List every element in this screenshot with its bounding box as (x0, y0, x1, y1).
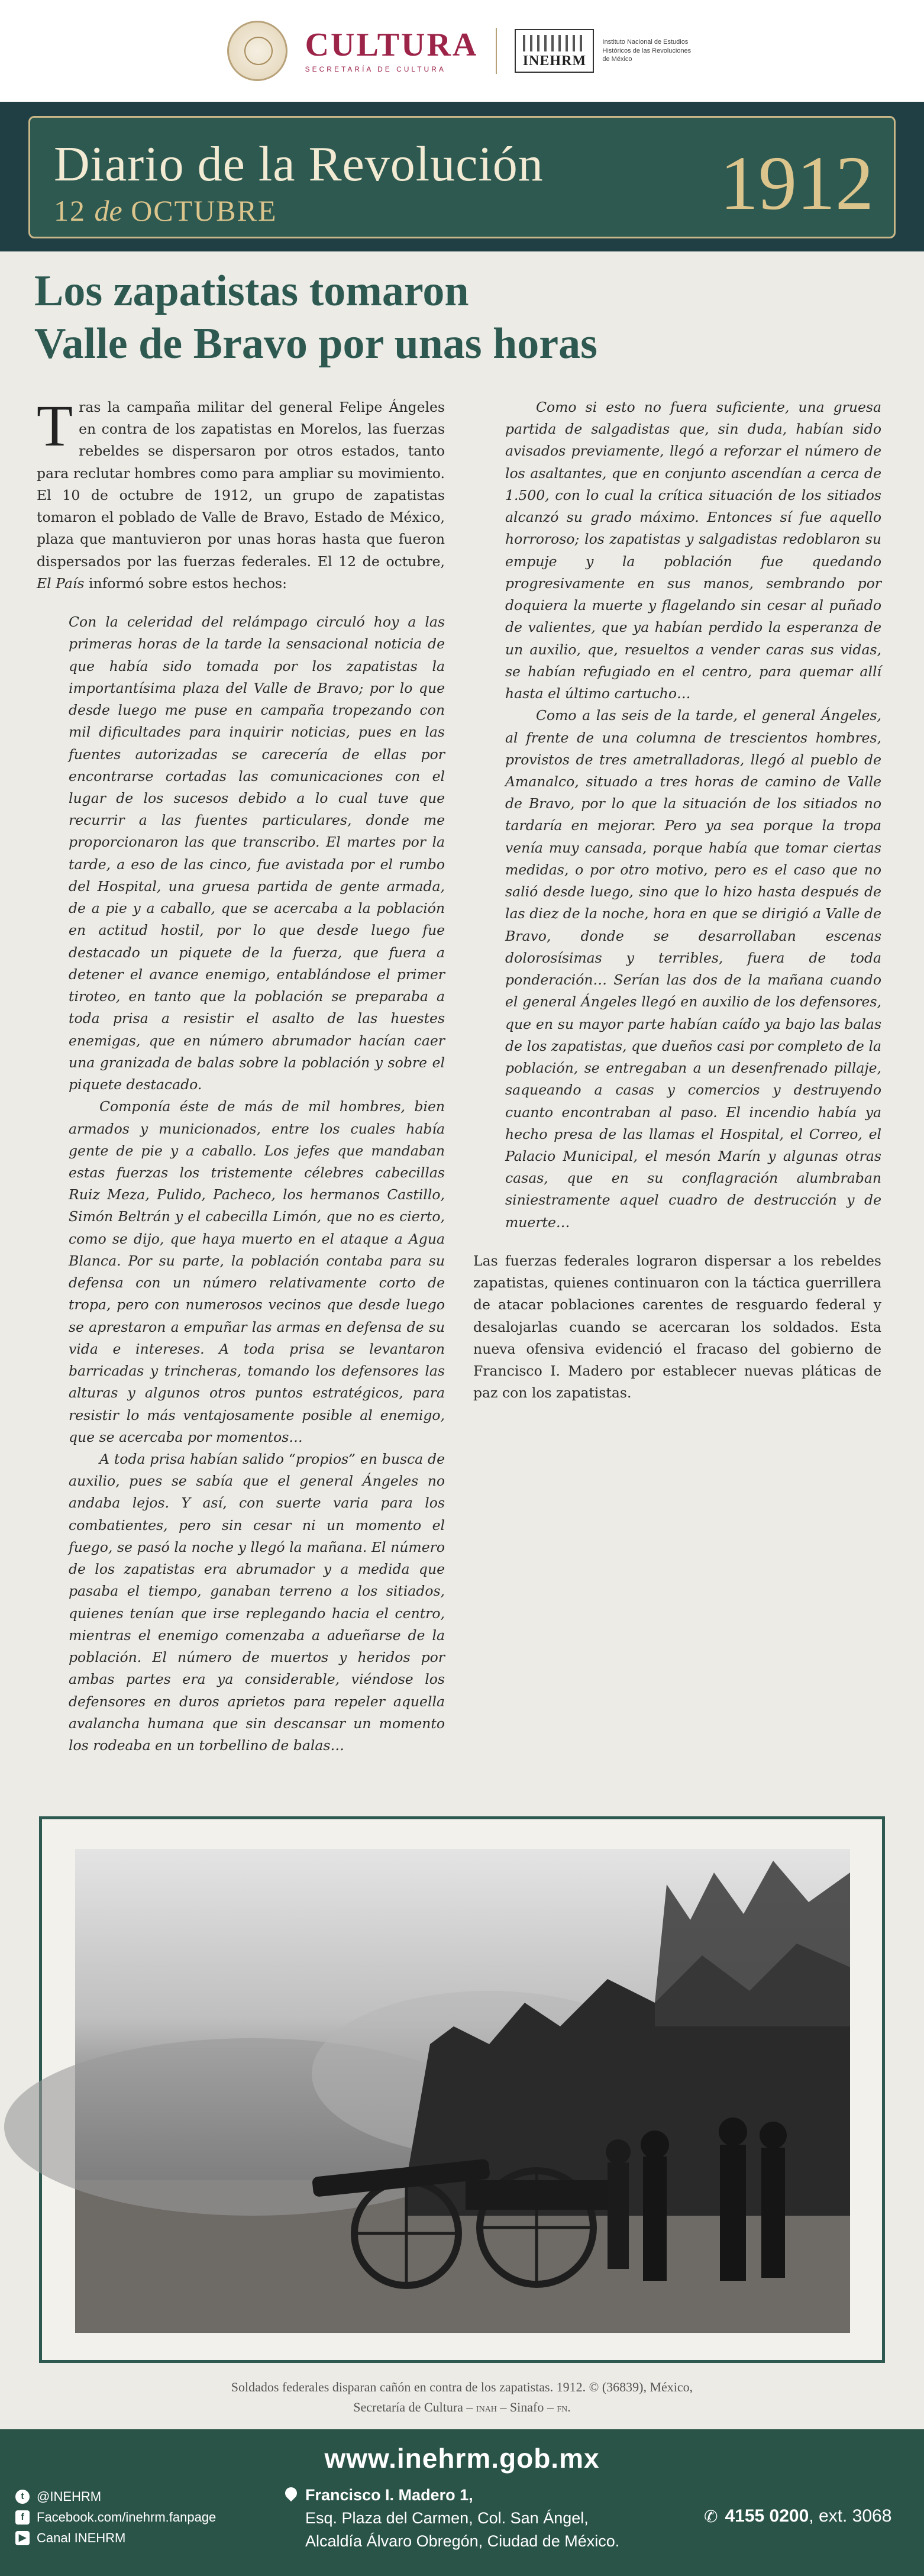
phone-block[interactable] (704, 2506, 891, 2526)
cultura-logo[interactable] (305, 28, 479, 73)
drop-cap: T (37, 393, 73, 459)
inehrm-building-icon (515, 29, 594, 73)
intro-newspaper: El País (37, 574, 85, 592)
youtube-icon: ▶ (15, 2531, 30, 2545)
photo-caption (0, 2377, 924, 2417)
title-banner (0, 102, 924, 251)
banner-date (54, 193, 277, 228)
footer (0, 2429, 924, 2576)
caption-fn: fn (557, 2401, 568, 2415)
phone-number: 4155 0200 (725, 2506, 809, 2526)
banner-day: 12 (54, 194, 86, 227)
address-street: Francisco I. Madero 1, (305, 2486, 473, 2504)
cultura-logo-name: CULTURA (305, 27, 479, 63)
banner-title: Diario de la Revolución (54, 137, 544, 192)
location-pin-icon (283, 2485, 299, 2501)
phone-ext: , ext. 3068 (809, 2506, 892, 2526)
quote-paragraph-4: Como si esto no fuera suficiente, una gruesa partida de salgadistas que, sin duda, habían sido avisados previamente, llegó a reforzar el número de los asaltantes, que en conjunto ascendían a cerca de 1.500, con lo cual la crítica situación de los sitiados alcanzó su grado máximo. Entonces sí fue aquello horroroso; los zapatistas y salgadistas redoblaron su empuje y la población fue quedando progresivamente en sus manos, sembrando por doquiera la muerte y flagelando sin cesar al puñado de valientes, que ya habían perdido la esperanza de un auxilio, que, resueltos a vender caras sus vidas, se habían refugiado en el centro, para quemar allí hasta el último cartucho… (505, 399, 881, 702)
inehrm-logo-word: INEHRM (522, 53, 587, 69)
intro-text-end: informó sobre estos hechos: (84, 574, 287, 592)
banner-year: 1912 (720, 141, 874, 226)
mexico-seal-icon (227, 21, 287, 81)
article-column-right (473, 396, 881, 1405)
social-facebook-label: Facebook.com/inehrm.fanpage (37, 2510, 217, 2525)
article-headline (34, 265, 886, 370)
photo-frame (39, 1816, 885, 2363)
historical-photo (75, 1849, 850, 2333)
quote-paragraph-1: Con la celeridad del relámpago circuló hoy a las primeras horas de la tarde la sensacional noticia de que había sido tomada por los zapatistas la importantísima plaza del Valle de Bravo; por lo que desde luego me puse en campaña tropezando con mil dificultades para inquirir noticias, pues en las fuentes autorizadas se carecería de ellas por encontrarse cortadas las comunicaciones con el lugar de los sucesos debido a lo cual tuve que recurrir a las fuentes particulares, donde me proporcionaron las que transcribo. El martes por la tarde, a eso de las cinco, fue avistada por el rumbo del Hospital, una gruesa partida de gente armada, de a pie y a caballo, que se acercaba a la población en actitud hostil, por lo que desde luego fue destacado un piquete de la fuerza, que fuera a detener el avance enemigo, entablándose el primer tiroteo, en tanto que la población se preparaba a toda prisa a resistir el asalto de las huestes enemigas, que en número abrumador hacían caer una granizada de balas sobre la población y sobre el piquete destacado. (69, 614, 445, 1093)
caption-line-1: Soldados federales disparan cañón en contra de los zapatistas. 1912. © (36839), México, (231, 2380, 693, 2394)
social-links (15, 2486, 216, 2549)
inehrm-columns (523, 35, 586, 51)
address-line-2: Esq. Plaza del Carmen, Col. San Ángel, (305, 2509, 589, 2527)
caption-line-2b: – Sinafo – (496, 2400, 557, 2415)
social-facebook[interactable] (15, 2507, 216, 2527)
banner-month: OCTUBRE (131, 194, 277, 227)
quote-paragraph-3: A toda prisa habían salido “propios” en busca de auxilio, pues se sabía que el general Ángeles no andaba lejos. Y así, con suerte varia para los combatientes, pero sin cesar ni un momento el fuego, se pasó la noche y llegó la mañana. El número de los zapatistas era abrumador y a medida que pasaba el tiempo, ganaban terreno a los sitiados, quienes tenían que irse replegando hacia el centro, mientras el enemigo comenzaba a adueñarse de la población. El número de muertos y heridos por ambas partes era ya considerable, viéndose los defensores en duros aprietos para repeler aquella avalancha humana que sin descansar un momento los rodeaba en un torbellino de balas… (69, 1451, 445, 1754)
top-logo-bar (0, 0, 924, 102)
cultura-logo-sub: SECRETARÍA DE CULTURA (305, 65, 446, 73)
title-banner-frame (28, 116, 896, 238)
address-block (305, 2484, 619, 2553)
social-youtube-label: Canal INEHRM (37, 2530, 126, 2546)
website-link[interactable]: www.inehrm.gob.mx (324, 2443, 600, 2474)
article-column-left (37, 393, 445, 1754)
cannon-photo-illustration (75, 1849, 850, 2333)
social-youtube[interactable] (15, 2527, 216, 2548)
headline-line-2: Valle de Bravo por unas horas (34, 319, 597, 368)
phone-icon: ✆ (704, 2507, 718, 2526)
caption-line-2 (0, 2397, 924, 2417)
caption-line-2a: Secretaría de Cultura – (353, 2400, 476, 2415)
inehrm-logo-fullname: Instituto Nacional de Estudios Históricos de las Revoluciones de México (602, 38, 692, 63)
intro-paragraph (37, 393, 445, 595)
facebook-icon: f (15, 2510, 30, 2525)
logos-row (227, 21, 697, 81)
address-line-3: Alcaldía Álvaro Obregón, Ciudad de México. (305, 2532, 620, 2551)
quote-paragraph-2: Componía éste de más de mil hombres, bien armados y municionados, entre los cuales había gente de pie y a caballo. Los jefes que mandaban estas fuerzas los tristemente célebres cabecillas Ruiz Meza, Pulido, Pacheco, los hermanos Castillo, Simón Beltrán y el cabecilla Limón, que no es cierto, como se dijo, que haya muerto en el ataque a Agua Blanca. Por su parte, la población contaba para su defensa con un número relativamente corto de tropa, pero con numerosos vecinos que desde luego se aprestaron a empuñar las armas en defensa de su vida e intereses. A toda prisa se levantaron barricadas y trincheras, tomando los defensores las alturas y algunos otros puntos estratégicos, para resistir lo más ventajosamente posible al enemigo, que se acercaba por momentos… (69, 1098, 445, 1445)
social-twitter[interactable] (15, 2486, 216, 2507)
headline-line-1: Los zapatistas tomaron (34, 267, 469, 315)
twitter-icon: t (15, 2490, 30, 2504)
logo-divider (496, 28, 497, 74)
social-twitter-label: @INEHRM (37, 2489, 102, 2504)
caption-inah: inah (476, 2401, 497, 2415)
caption-line-2c: . (567, 2400, 571, 2415)
banner-de: de (94, 194, 122, 227)
intro-text: ras la campaña militar del general Felipe Ángeles en contra de los zapatistas en Morelos, las fuerzas rebeldes se dispersaron por otros estados, tanto para reclutar hombres como para ampliar su movimiento. El 10 de octubre de 1912, un grupo de zapatistas tomaron el poblado de Valle de Bravo, Estado de México, plaza que mantuvieron por unas horas hasta que fueron dispersados por las fuerzas federales. El 12 de octubre, (37, 399, 445, 570)
quote-paragraph-5: Como a las seis de la tarde, el general Ángeles, al frente de una columna de trescientos hombres, provistos de tres ametralladoras, llegó al pueblo de Amanalco, situado a tres horas de camino de Valle de Bravo, por lo que la situación de los sitiados no tardaría en mejorar. Pero ya sea porque la tropa venía muy cansada, porque había que tomar ciertas medidas, o por otro motivo, pero es el caso que no salió desde luego, sino que lo hizo hasta después de las diez de la noche, hora en que se dirigió a Valle de Bravo, donde se desarrollaban escenas dolorosísimas y terribles, fuera de toda ponderación… Serían las dos de la mañana cuando el general Ángeles llegó en auxilio de los defensores, que en su mayor parte habían caído ya bajo las balas de los zapatistas, que dueños casi por completo de la población, se entregaban a un desenfrenado pillaje, saqueando a casas y comercios y destruyendo cuanto encontraban al paso. El incendio había ya hecho presa de las llamas el Hospital, el Correo, el Palacio Municipal, el mesón Marín y algunas otras casas, que en su conflagración alumbraban siniestramente aquel cuadro de destrucción y de muerte… (505, 707, 881, 1231)
inehrm-logo[interactable] (515, 29, 697, 73)
closing-paragraph: Las fuerzas federales lograron dispersar a los rebeldes zapatistas, quienes continuaron con la táctica guerrillera de atacar poblaciones carentes de resguardo federal y desalojarlas cuando se acercaran los soldados. Esta nueva ofensiva evidenció el fracaso del gobierno de Francisco I. Madero por establecer nuevas pláticas de paz con los zapatistas. (473, 1252, 881, 1402)
